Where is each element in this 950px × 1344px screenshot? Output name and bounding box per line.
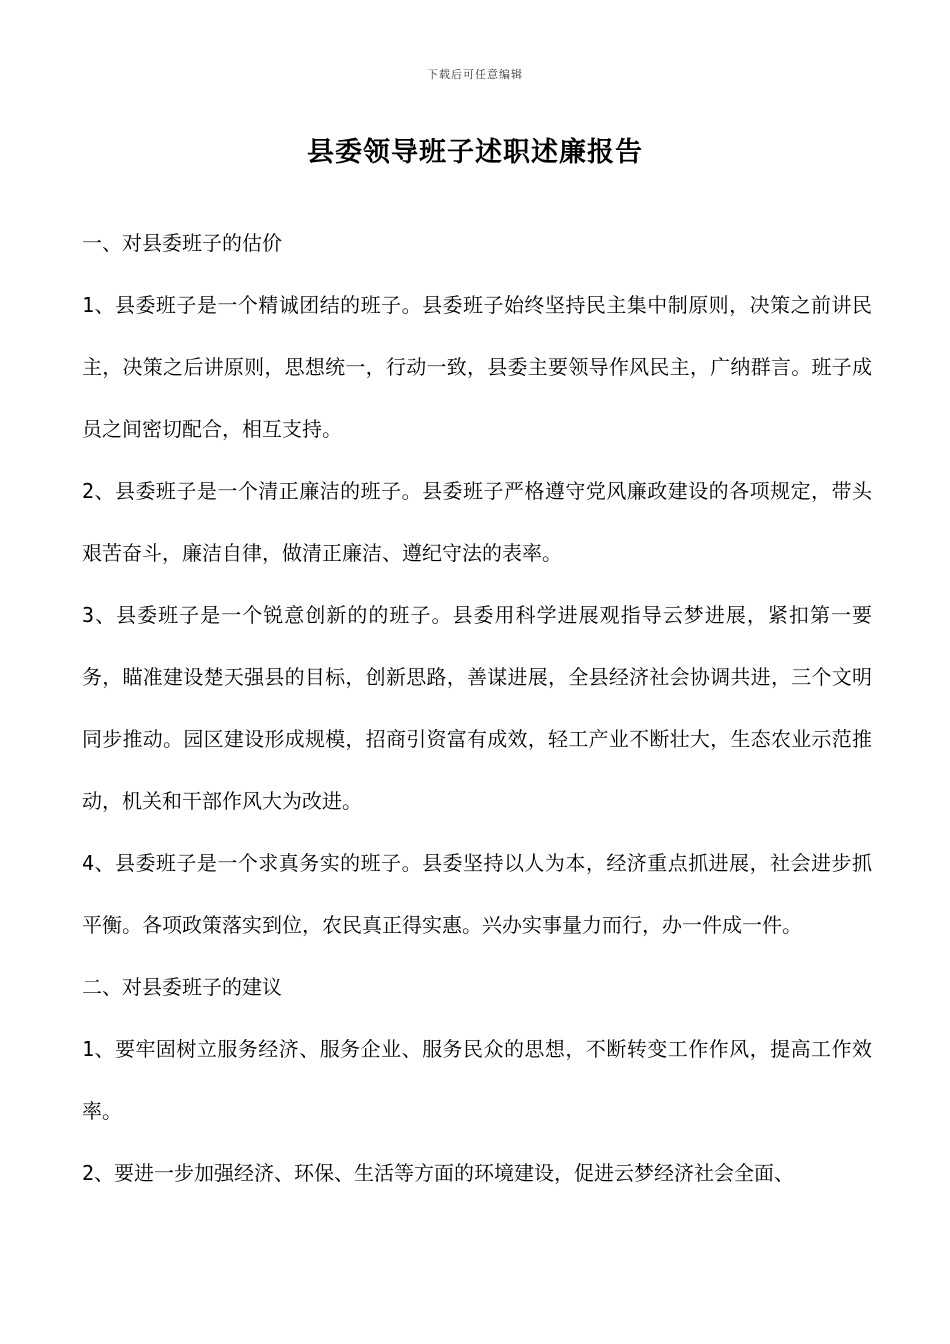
document-title: 县委领导班子述职述廉报告 <box>307 137 643 168</box>
paragraph: 2、要进一步加强经济、环保、生活等方面的环境建设，促进云梦经济社会全面、 <box>82 1161 795 1185</box>
header-note: 下载后可任意编辑 <box>427 68 523 81</box>
paragraph: 1、县委班子是一个精诚团结的班子。县委班子始终坚持民主集中制原则，决策之前讲民主，决策之后讲原则，思想统一，行动一致，县委主要领导作风民主，广纳群言。班子成员之间密切配合，相互支持。 <box>82 293 872 441</box>
document-body <box>82 212 872 1204</box>
section-heading: 一、对县委班子的估价 <box>82 231 282 255</box>
paragraph: 2、县委班子是一个清正廉洁的班子。县委班子严格遵守党风廉政建设的各项规定，带头艰苦奋斗，廉洁自律，做清正廉洁、遵纪守法的表率。 <box>82 479 872 565</box>
section-heading: 二、对县委班子的建议 <box>82 975 282 999</box>
paragraph: 1、要牢固树立服务经济、服务企业、服务民众的思想，不断转变工作作风，提高工作效率。 <box>82 1037 872 1123</box>
paragraph: 3、县委班子是一个锐意创新的的班子。县委用科学进展观指导云梦进展，紧扣第一要务，瞄准建设楚天强县的目标，创新思路，善谋进展，全县经济社会协调共进，三个文明同步推动。园区建设形成规模，招商引资富有成效，轻工产业不断壮大，生态农业示范推动，机关和干部作风大为改进。 <box>82 603 872 813</box>
paragraph: 4、县委班子是一个求真务实的班子。县委坚持以人为本，经济重点抓进展，社会进步抓平衡。各项政策落实到位，农民真正得实惠。兴办实事量力而行，办一件成一件。 <box>82 851 872 937</box>
